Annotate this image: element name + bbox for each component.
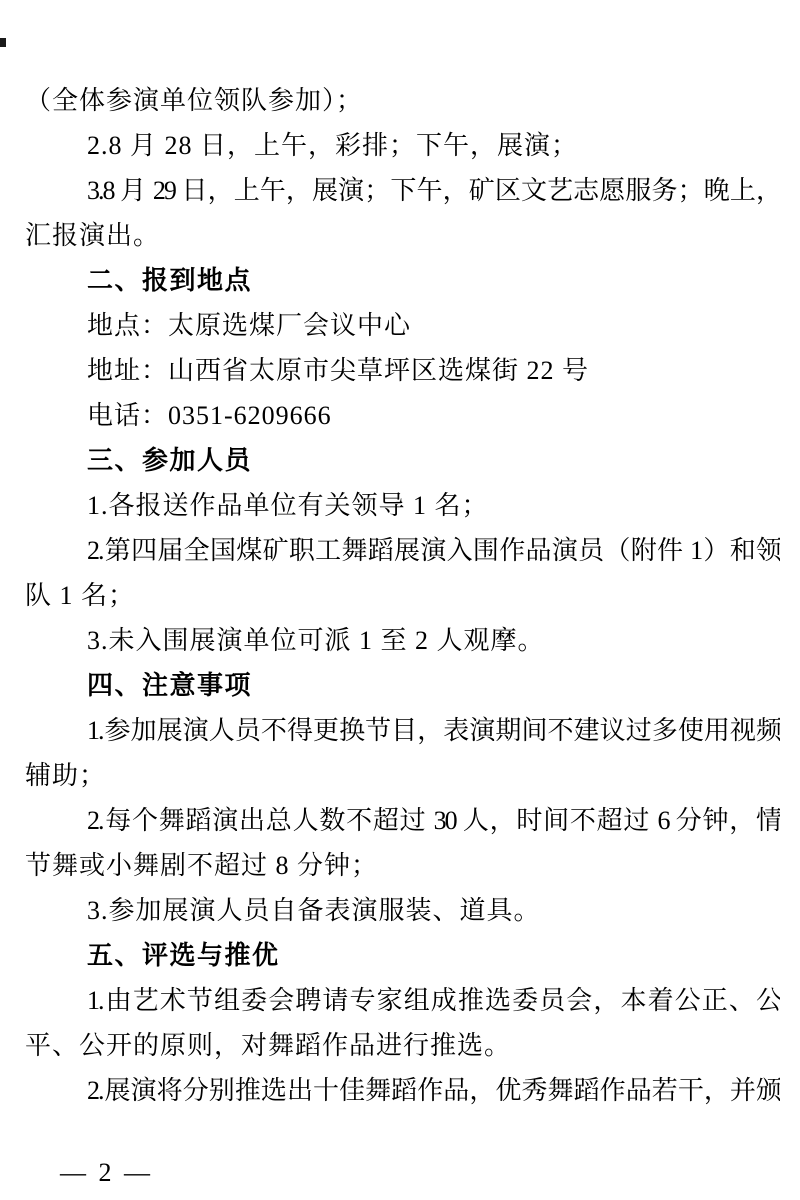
text-line: 3.未入围展演单位可派 1 至 2 人观摩。 bbox=[87, 626, 545, 655]
text-line: 平、公开的原则，对舞蹈作品进行推选。 bbox=[25, 1031, 512, 1060]
text-line: 2.每个舞蹈演出总人数不超过 30 人，时间不超过 6 分钟，情 bbox=[87, 806, 780, 835]
text-line: 2.第四届全国煤矿职工舞蹈展演入围作品演员（附件 1）和领 bbox=[87, 536, 780, 565]
text-line: 节舞或小舞剧不超过 8 分钟； bbox=[25, 851, 379, 880]
document-body bbox=[25, 78, 780, 1113]
text-line: 1.由艺术节组委会聘请专家组成推选委员会，本着公正、公 bbox=[87, 986, 780, 1015]
text-line: 汇报演出。 bbox=[25, 221, 161, 250]
page-number: — 2 — bbox=[60, 1158, 153, 1187]
text-line: 1.各报送作品单位有关领导 1 名； bbox=[87, 491, 489, 520]
text-line: 2.展演将分别推选出十佳舞蹈作品，优秀舞蹈作品若干，并颁 bbox=[87, 1076, 780, 1105]
text-line: 辅助； bbox=[25, 761, 107, 790]
text-line: 2.8 月 28 日，上午，彩排；下午，展演； bbox=[87, 131, 579, 160]
text-line: 地址：山西省太原市尖草坪区选煤街 22 号 bbox=[87, 356, 590, 385]
section-heading: 四、注意事项 bbox=[87, 670, 253, 700]
scan-artifact bbox=[0, 38, 6, 47]
text-line: 3.8 月 29 日，上午，展演；下午，矿区文艺志愿服务；晚上， bbox=[87, 176, 780, 205]
text-line: （全体参演单位领队参加）； bbox=[25, 86, 364, 115]
text-line: 3.参加展演人员自备表演服装、道具。 bbox=[87, 896, 541, 925]
text-line: 队 1 名； bbox=[25, 581, 136, 610]
text-line: 地点：太原选煤厂会议中心 bbox=[87, 311, 412, 340]
text-line: 电话：0351-6209666 bbox=[87, 401, 332, 430]
text-line: 1.参加展演人员不得更换节目，表演期间不建议过多使用视频 bbox=[87, 716, 780, 745]
section-heading: 二、报到地点 bbox=[87, 265, 253, 295]
section-heading: 五、评选与推优 bbox=[87, 940, 280, 970]
section-heading: 三、参加人员 bbox=[87, 445, 253, 475]
